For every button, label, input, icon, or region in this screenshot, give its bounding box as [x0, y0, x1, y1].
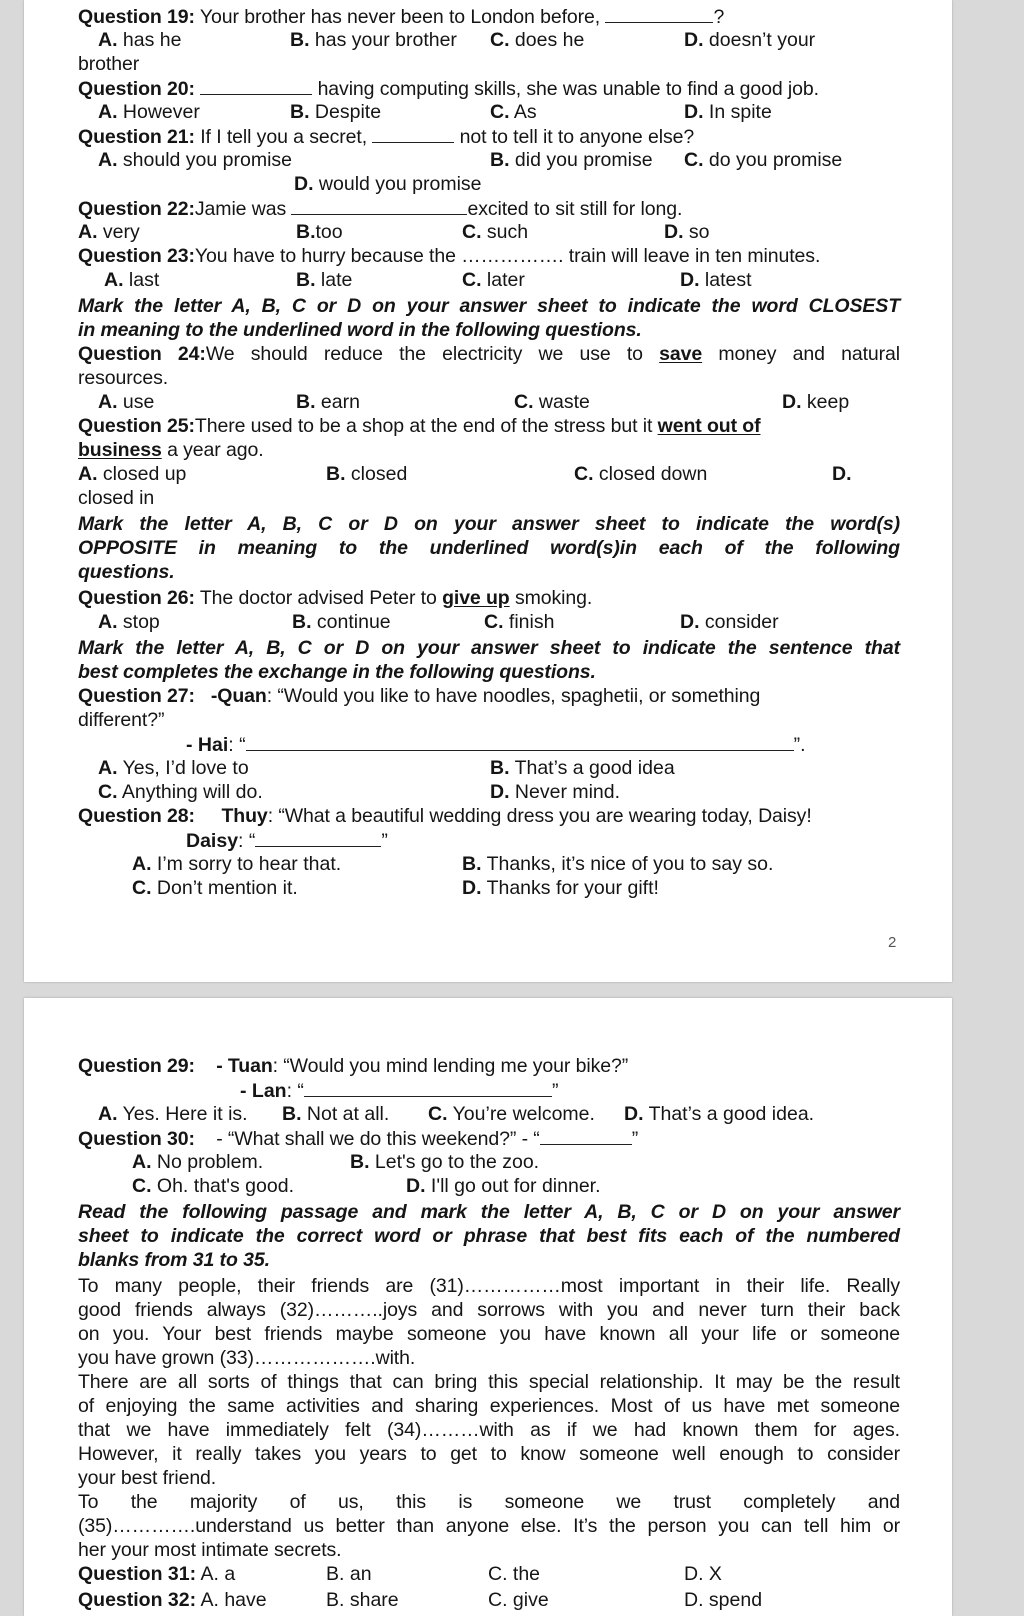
- question-label: Question 20:: [78, 78, 195, 100]
- option-a: A. a: [200, 1563, 236, 1585]
- answer-blank: [304, 1078, 552, 1097]
- question-label: Question 19:: [78, 6, 195, 28]
- question-label: Question 29:: [78, 1055, 195, 1077]
- option-c: C. later: [462, 269, 525, 291]
- option-c: C. As: [490, 101, 537, 123]
- option-d: D. spend: [684, 1589, 763, 1611]
- option-c: C. Don’t mention it.: [132, 877, 298, 899]
- question-label: Question 23:: [78, 245, 195, 267]
- reply-line: Daisy: “ ”: [186, 830, 388, 852]
- option-a: A. However: [98, 101, 200, 123]
- option-d: D. would you promise: [294, 173, 482, 195]
- option-b: B. did you promise: [490, 149, 653, 171]
- option-b: B. late: [296, 269, 353, 291]
- question-label: Question 27:: [78, 685, 195, 707]
- underlined-phrase: give up: [442, 587, 510, 609]
- option-d: D. doesn’t your: [684, 29, 816, 51]
- option-a: A. should you promise: [98, 149, 293, 171]
- option-a: A. Yes. Here it is.: [98, 1103, 248, 1125]
- option-d: D. I'll go out for dinner.: [406, 1175, 601, 1197]
- question-label: Question 26:: [78, 587, 195, 609]
- option-d: D. so: [664, 221, 710, 243]
- option-c: C. waste: [514, 391, 590, 413]
- option-c: C. You’re welcome.: [428, 1103, 595, 1125]
- option-c: C. do you promise: [684, 149, 843, 171]
- option-d: D. consider: [680, 611, 779, 633]
- option-a: A. very: [78, 221, 140, 243]
- option-a: A. stop: [98, 611, 160, 633]
- option-c: C. such: [462, 221, 529, 243]
- option-d: D. X: [684, 1563, 722, 1585]
- option-b: B. closed: [326, 463, 408, 485]
- option-b: B. Despite: [290, 101, 382, 123]
- option-a: A. last: [104, 269, 160, 291]
- option-a: A. have: [200, 1589, 267, 1611]
- underlined-phrase: went out of: [657, 415, 761, 437]
- question-label: Question 32:: [78, 1589, 197, 1611]
- question-label: Question 28:: [78, 805, 195, 827]
- option-a: A. has he: [98, 29, 182, 51]
- answer-blank: [255, 828, 381, 847]
- answer-blank: [200, 76, 312, 95]
- option-a: A. No problem.: [132, 1151, 264, 1173]
- option-d: D. Thanks for your gift!: [462, 877, 659, 899]
- option-c: C. give: [488, 1589, 549, 1611]
- question-label: Question 30:: [78, 1128, 195, 1150]
- option-d: D. Never mind.: [490, 781, 621, 803]
- answer-blank: [372, 124, 454, 143]
- option-b: B. continue: [292, 611, 391, 633]
- question-label: Question 22:: [78, 198, 195, 220]
- option-d: D. That’s a good idea.: [624, 1103, 815, 1125]
- option-b: B. share: [326, 1589, 399, 1611]
- option-c: C. closed down: [574, 463, 708, 485]
- option-b: B. has your brother: [290, 29, 457, 51]
- option-d-letter: D.: [832, 463, 852, 485]
- underlined-phrase-cont: business: [78, 439, 162, 461]
- option-a: A. closed up: [78, 463, 187, 485]
- option-d: closed in: [78, 487, 155, 509]
- reply-line: - Hai: “ ”.: [186, 734, 806, 756]
- option-b: B.too: [296, 221, 343, 243]
- option-c: C. does he: [490, 29, 585, 51]
- page-number: 2: [888, 934, 897, 951]
- option-b: B. Thanks, it’s nice of you to say so.: [462, 853, 774, 875]
- answer-blank: [605, 4, 713, 23]
- option-b: B. Not at all.: [282, 1103, 390, 1125]
- option-c: C. Anything will do.: [98, 781, 263, 803]
- option-a: A. use: [98, 391, 155, 413]
- question-label: Question 24:: [78, 343, 206, 365]
- question-label: Question 21:: [78, 126, 195, 148]
- option-b: B. earn: [296, 391, 360, 413]
- option-c: C. the: [488, 1563, 541, 1585]
- option-b: B. an: [326, 1563, 372, 1585]
- option-b: B. Let's go to the zoo.: [350, 1151, 540, 1173]
- option-b: B. That’s a good idea: [490, 757, 675, 779]
- answer-blank: [540, 1126, 632, 1145]
- option-d: D. In spite: [684, 101, 772, 123]
- underlined-word: save: [659, 343, 703, 365]
- reply-line: - Lan: “ ”: [240, 1080, 559, 1102]
- question-label: Question 31:: [78, 1563, 197, 1585]
- option-a: A. Yes, I’d love to: [98, 757, 249, 779]
- option-c: C. Oh. that's good.: [132, 1175, 294, 1197]
- option-d: D. latest: [680, 269, 752, 291]
- option-d: D. keep: [782, 391, 850, 413]
- question-label: Question 25:: [78, 415, 195, 437]
- answer-blank: [246, 732, 794, 751]
- option-a: A. I’m sorry to hear that.: [132, 853, 342, 875]
- answer-blank: [291, 196, 467, 215]
- option-c: C. finish: [484, 611, 555, 633]
